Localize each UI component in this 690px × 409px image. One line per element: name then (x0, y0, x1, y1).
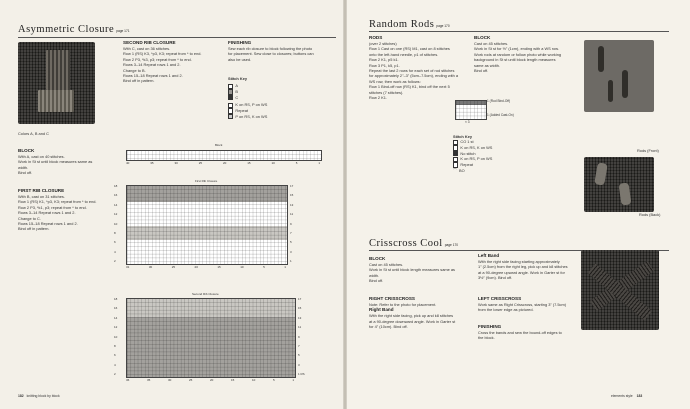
title-rule (369, 31, 669, 32)
tick: 3 (290, 249, 292, 254)
right-page (347, 0, 690, 409)
tick: 25 (171, 265, 176, 269)
running-footer: knitting block by block (26, 394, 60, 398)
tick: 25 (189, 378, 193, 382)
tick: 8 (114, 343, 116, 348)
second-rib-chart (126, 298, 296, 378)
tick: 15 (290, 193, 294, 198)
instruction-line: Row 2 K1. (369, 95, 387, 101)
section-heading: Left Band (478, 253, 500, 258)
rod-detail (622, 70, 628, 98)
tick: 11 (298, 325, 302, 330)
section-heading: BLOCK (18, 148, 35, 153)
tick: 15 (217, 265, 221, 269)
second-rib-closure-section (123, 40, 223, 84)
instruction-line: from the lower edge as pictured. (478, 307, 534, 313)
rod-detail (619, 182, 632, 205)
page-title-random-rods (369, 19, 450, 30)
instruction-line: 3½" (9cm). Bind off. (478, 275, 513, 281)
tick: 15 (247, 161, 251, 165)
instruction-line: Work in St st until block measures same as (18, 159, 93, 165)
right-crisscross-section (369, 296, 469, 330)
key-item (228, 114, 288, 120)
block-section (18, 148, 128, 176)
section-heading: FIRST RIB CLOSURE (18, 188, 65, 193)
tick: 6 (114, 353, 116, 358)
instruction-line: (over 2 stitches) (369, 41, 397, 46)
rods-back-photo (584, 157, 654, 212)
tick: 18 (114, 297, 118, 301)
tick: 1 (292, 378, 294, 382)
instruction-line: Repeat the last 2 rows for each set of rod stitches (369, 68, 455, 74)
rods-stitch-key (453, 134, 513, 173)
first-chart-right-ticks (290, 185, 302, 263)
stitch-key-heading: Stitch Key (453, 134, 473, 139)
rod-chart (455, 100, 487, 120)
first-chart-left-ticks (114, 185, 124, 263)
instruction-line: With the right side facing, pick up and k8 stitches (369, 313, 454, 319)
instruction-line: Row 2 P3, *k3, p3; repeat from * to end. (123, 56, 192, 62)
running-footer: elements style (611, 394, 633, 398)
tick: 5 (273, 378, 275, 382)
rod-detail (598, 46, 604, 72)
title-page-ref: page 170 (436, 24, 450, 28)
tick: 17 (298, 297, 302, 301)
key-label: A (235, 83, 238, 89)
instruction-line: the block. (478, 335, 495, 341)
instruction-line: for 4" (10cm). Bind off. (369, 324, 408, 330)
tick: 40 (126, 161, 130, 165)
rib-closure-band (38, 90, 74, 112)
tick: 30 (148, 265, 153, 269)
photo-caption: Rods (Front) (637, 148, 659, 153)
key-label: CO 1 st (460, 139, 474, 145)
tick: 35 (147, 378, 151, 382)
chart-grid-cells (127, 186, 287, 264)
section-heading: LEFT CRISSCROSS (478, 296, 522, 301)
page-title-asymmetric-closure (18, 24, 130, 35)
tick: 25 (198, 161, 203, 165)
rods-section (369, 35, 479, 100)
key-label: No stitch (460, 150, 476, 156)
key-swatch-icon (453, 145, 458, 150)
tick: 13 (290, 202, 294, 207)
tick: 4 (114, 362, 116, 367)
tick: 4 (114, 249, 116, 254)
title-page-ref: page 170 (444, 243, 459, 247)
page-title-crisscross-cool (369, 238, 458, 249)
tick: 35 (150, 161, 154, 165)
instruction-line: Note: Refer to the photo for placement. (369, 302, 437, 307)
tick: 6 (114, 240, 116, 245)
instruction-line: at a 90-degree upward angle. Work in Garter st for (478, 269, 565, 275)
crisscross-block-section (369, 256, 469, 284)
tick: 20 (194, 265, 198, 269)
crisscross-swatch-photo (581, 250, 659, 330)
tick: 9 (298, 334, 300, 339)
left-page (0, 0, 343, 409)
instruction-line: Work same as Right Crisscross, starting 3" (7.5cm) (478, 302, 567, 307)
instruction-line: Row 1 (RS) K3, *p3, K3; repeat from * to end. (123, 51, 202, 57)
rib-closure-band (46, 50, 70, 90)
tick: 1 RS (298, 372, 305, 376)
instruction-line: at a 90-degree downward angle. Work in Garter st (369, 318, 456, 324)
tick: 18 (114, 184, 118, 188)
section-heading: BLOCK (369, 256, 386, 261)
key-label: BO (459, 167, 465, 173)
second-chart-x-ticks (126, 378, 294, 382)
instruction-line: background in St st until block length measures (474, 57, 556, 63)
instruction-line: Bind off. (474, 68, 489, 74)
first-rib-chart (126, 185, 288, 265)
key-swatch-icon (228, 108, 233, 113)
block-chart-x-ticks (126, 161, 320, 165)
instruction-line: width. (369, 272, 380, 278)
tick: 2 (114, 259, 116, 263)
instruction-line: Change to B. (123, 67, 146, 73)
instruction-line: WS row, then work as follows: (369, 78, 421, 84)
second-rib-chart-label: Second Rib Closure (192, 292, 219, 296)
instruction-line: Row 2 P3, *k1, p3; repeat from * to end. (18, 204, 87, 210)
rod-chart-label-bottom: 1 (Added Cast-On) (487, 113, 514, 117)
instruction-line: Change to C. (18, 215, 41, 221)
section-heading: SECOND RIB CLOSURE (123, 40, 176, 45)
tick: 14 (114, 315, 118, 320)
instruction-line: Work in St st until block length measures same as (369, 267, 455, 273)
title-text: Random Rods (369, 19, 435, 30)
key-swatch-icon (453, 162, 458, 167)
block-chart (126, 150, 322, 161)
sub-heading: Right Band (369, 307, 394, 313)
tick: 20 (223, 161, 227, 165)
tick: 11 (290, 212, 294, 217)
tick: 20 (210, 378, 214, 382)
page-number: 183 (636, 394, 643, 398)
rods-front-photo (584, 40, 654, 112)
crisscross-finishing-section (478, 324, 583, 341)
tick: 12 (114, 325, 118, 330)
title-page-ref: page 171 (116, 29, 130, 33)
bind-off-icon: ⌒ (453, 167, 457, 173)
tick: 10 (114, 221, 118, 226)
swatch-caption: Colors A, B and C (18, 131, 49, 136)
title-text: Asymmetric Closure (18, 24, 115, 35)
key-label: C (235, 94, 239, 100)
tick: 5 (263, 265, 265, 269)
tick: 30 (174, 161, 178, 165)
instruction-line: Rows 3–14 Repeat rows 1 and 2. (18, 210, 76, 216)
photo-caption: Rods (Back) (639, 212, 661, 217)
chart-grid-cells (127, 299, 295, 377)
instruction-line: 1" (2.5cm) from the right leg, pick up and k8 stitches (478, 264, 568, 270)
tick: 15 (231, 378, 235, 382)
tick: 5 (298, 353, 300, 358)
rod-detail (608, 80, 613, 102)
key-item (453, 168, 513, 173)
left-crisscross-section (478, 296, 583, 313)
rod-chart-label-top: 1 (Rod Bind-Off) (487, 99, 511, 103)
instruction-line: Bind off in pattern. (123, 78, 155, 84)
instruction-line: Work rods at random or follow photo while working (474, 51, 562, 57)
instruction-line: Bind off in pattern. (18, 226, 50, 232)
tick: 17 (290, 184, 294, 188)
tick: 5 (295, 161, 298, 165)
section-heading: RODS (369, 35, 383, 40)
key-label: B (235, 89, 238, 95)
instruction-line: Rows 15–18 Repeat rows 1 and 2. (123, 73, 183, 79)
tick: 16 (114, 306, 118, 311)
rod-chart-note: × 3 (465, 120, 470, 124)
instruction-line: Row 1 (RS) K1, *p3, K3; repeat from * to end. (18, 199, 97, 205)
title-rule (18, 37, 336, 38)
right-folio (611, 394, 645, 398)
tick: 10 (240, 265, 244, 269)
finishing-section (228, 40, 338, 62)
left-band-section (478, 253, 583, 281)
key-item (228, 95, 288, 101)
key-label: K on RS, P on WS (460, 156, 493, 162)
key-swatch-icon (228, 95, 233, 100)
instruction-line: Sew each rib closure to block following the photo (228, 46, 313, 51)
instruction-line: Rows 15–18 Repeat rows 1 and 2. (18, 221, 78, 227)
title-text: Crisscross Cool (369, 238, 443, 249)
tick: 9 (290, 221, 292, 226)
instruction-line: Row 3 P1, k5, p1. (369, 62, 400, 68)
second-chart-left-ticks (114, 298, 124, 376)
instruction-line: Bind off. (18, 170, 33, 176)
instruction-line: also be used. (228, 56, 252, 62)
tick: 13 (298, 315, 302, 320)
section-heading: RIGHT CRISSCROSS (369, 296, 415, 301)
instruction-line: Cast on 45 stitches. (474, 41, 509, 46)
tick: 2 (114, 372, 116, 376)
stitch-key-heading: Stitch Key (228, 76, 248, 81)
tick: 12 (114, 212, 118, 217)
tick: 7 (298, 343, 300, 348)
instruction-line: for placement. Sew close to closures; buttons can (228, 51, 314, 57)
first-chart-x-ticks (126, 265, 286, 269)
tick: 31 (126, 265, 130, 269)
key-swatch-icon (228, 89, 233, 94)
instruction-line: Row 2 K1, p5 k1. (369, 57, 399, 63)
instruction-line: With the right side facing starting approximately (478, 259, 560, 264)
tick: 1 (284, 265, 286, 269)
instruction-line: for approximately 2"–3" (5cm–7.5cm), ending with a (369, 73, 459, 79)
instruction-line: Rows 3–14 Repeat rows 1 and 2. (123, 62, 181, 68)
tick: 5 (290, 240, 292, 245)
section-heading: FINISHING (478, 324, 502, 329)
asymmetric-closure-swatch-photo (18, 42, 95, 124)
section-heading: BLOCK (474, 35, 491, 40)
stitch-key (228, 76, 288, 119)
first-rib-closure-section (18, 188, 128, 232)
instruction-line: Row 1 Bind-off row (RS) K1, bind off the next 5 (369, 84, 450, 90)
instruction-line: same as width. (474, 62, 500, 68)
tick: 7 (290, 230, 292, 235)
key-label: Repeat (460, 162, 473, 168)
first-rib-chart-label: First Rib Closure (195, 179, 218, 183)
instruction-line: Cross the bands and sew the bound-off edges to (478, 330, 562, 335)
block-chart-label: Block (215, 143, 223, 147)
tick: 16 (114, 193, 118, 198)
tick: 10 (114, 334, 118, 339)
rod-detail (594, 162, 608, 185)
page-number: 182 (18, 394, 24, 398)
instruction-line: With A, cast on 40 stitches. (18, 154, 65, 159)
instruction-line: Cast on 45 stitches. (369, 262, 404, 267)
instruction-line: Work in St st for ½" (1cm), ending with a WS row. (474, 46, 559, 52)
tick: 1 (318, 161, 320, 165)
tick: 14 (114, 202, 118, 207)
tick: 10 (252, 378, 256, 382)
tick: 3 (298, 362, 300, 367)
key-swatch-icon (228, 114, 233, 119)
key-label: P on RS, K on WS (235, 113, 268, 119)
chart-grid-cells (127, 151, 321, 160)
key-label: Repeat (235, 108, 248, 114)
tick: 8 (114, 230, 116, 235)
instruction-line: onto the left-hand needle, p1 of stitches. (369, 51, 439, 57)
left-folio (18, 394, 60, 398)
second-chart-right-ticks (298, 298, 312, 376)
tick: 30 (168, 378, 172, 382)
instruction-line: stitches (7 stitches). (369, 89, 404, 95)
tick: 10 (271, 161, 275, 165)
tick: 15 (298, 306, 302, 311)
key-label: K on RS, P on WS (235, 102, 268, 108)
tick: 36 (126, 378, 130, 382)
instruction-line: Bind off. (369, 278, 384, 284)
tick: 1 (290, 259, 292, 263)
random-rods-block-section (474, 35, 579, 73)
section-heading: FINISHING (228, 40, 252, 45)
instruction-line: With C, cast on 36 stitches. (123, 46, 171, 51)
instruction-line: width. (18, 164, 29, 170)
chart-grid-cells (456, 101, 486, 119)
instruction-line: With B, cast on 31 stitches. (18, 194, 65, 199)
instruction-line: Row 1 Cast on one (RS) M1, cast on 8 stitches (369, 46, 450, 52)
key-label: K on RS, K on WS (460, 145, 493, 151)
